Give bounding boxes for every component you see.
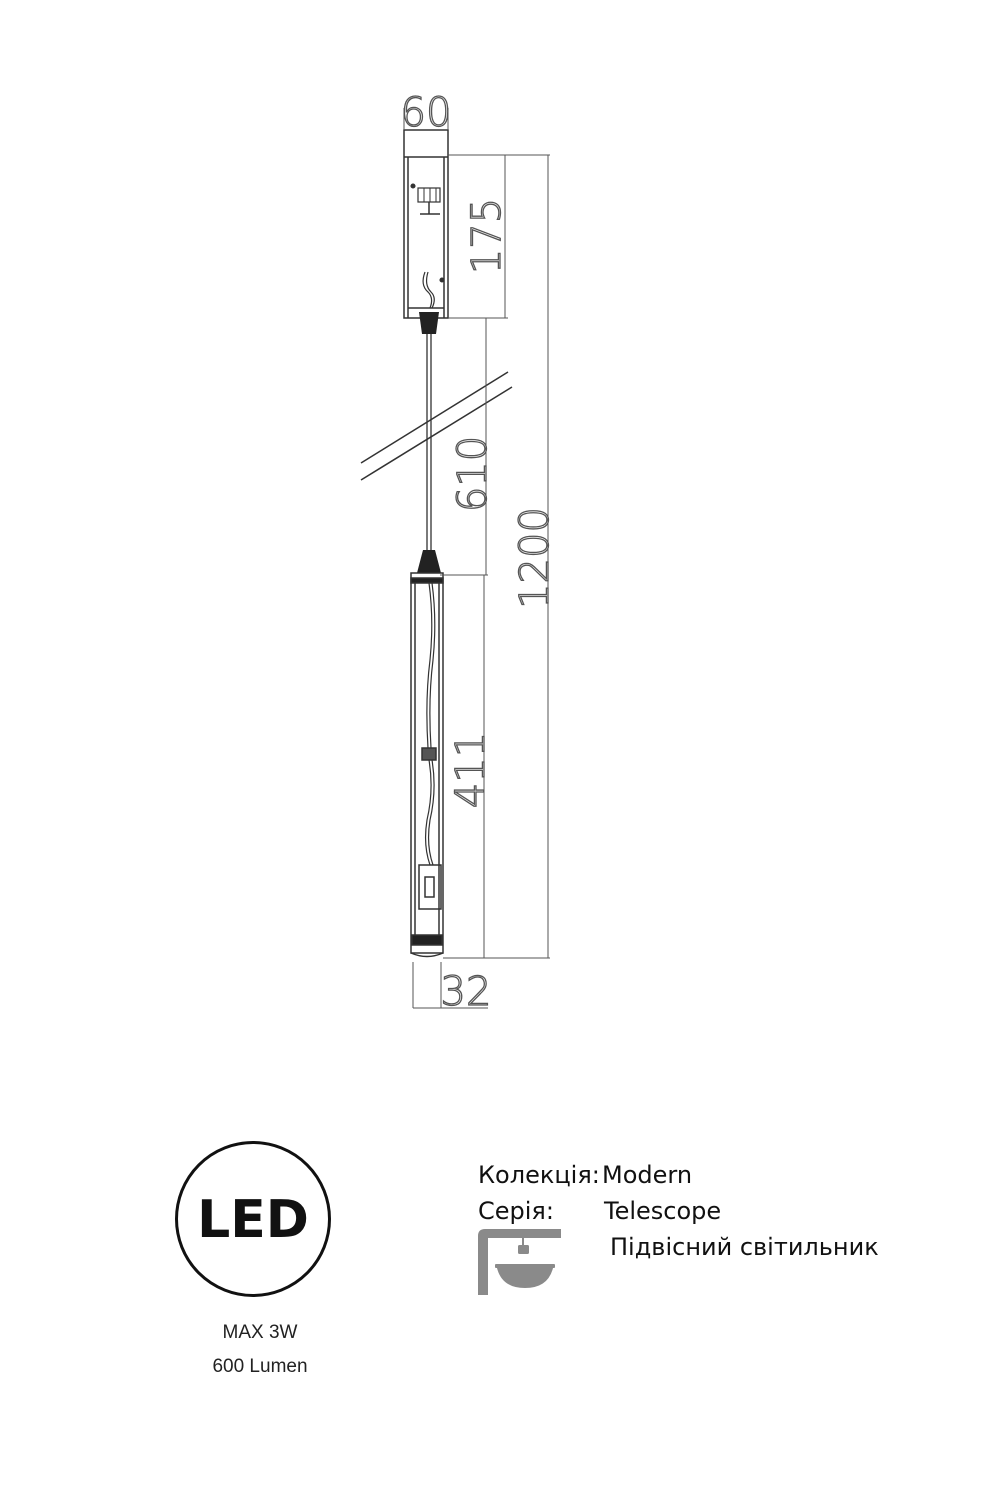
collection-label: Колекція: (478, 1161, 600, 1189)
dim-box-height: 175 (464, 197, 510, 275)
dim-tube-height: 411 (448, 731, 494, 809)
series-value: Telescope (604, 1197, 722, 1225)
dim-top-width: 60 (400, 90, 452, 136)
ceiling-box (404, 130, 448, 318)
suspension-cable (427, 334, 431, 550)
series-label: Серія: (478, 1197, 554, 1225)
cable-gland-bottom (417, 550, 441, 573)
led-logo-icon (178, 1144, 328, 1294)
collection-value: Modern (602, 1161, 693, 1189)
led-badge (175, 1141, 331, 1297)
dim-cable-length: 610 (450, 435, 496, 513)
product-type: Підвісний світильник (610, 1233, 879, 1261)
pendant-lamp-icon (478, 1229, 561, 1295)
luminous-flux-spec: 600 Lumen (212, 1356, 308, 1377)
power-spec: MAX 3W (222, 1322, 298, 1343)
cable-gland-top (419, 312, 439, 334)
led-label: LED (197, 1190, 309, 1250)
dim-tube-width: 32 (440, 969, 492, 1015)
dim-total-height: 1200 (512, 507, 558, 609)
light-tube (411, 573, 443, 957)
